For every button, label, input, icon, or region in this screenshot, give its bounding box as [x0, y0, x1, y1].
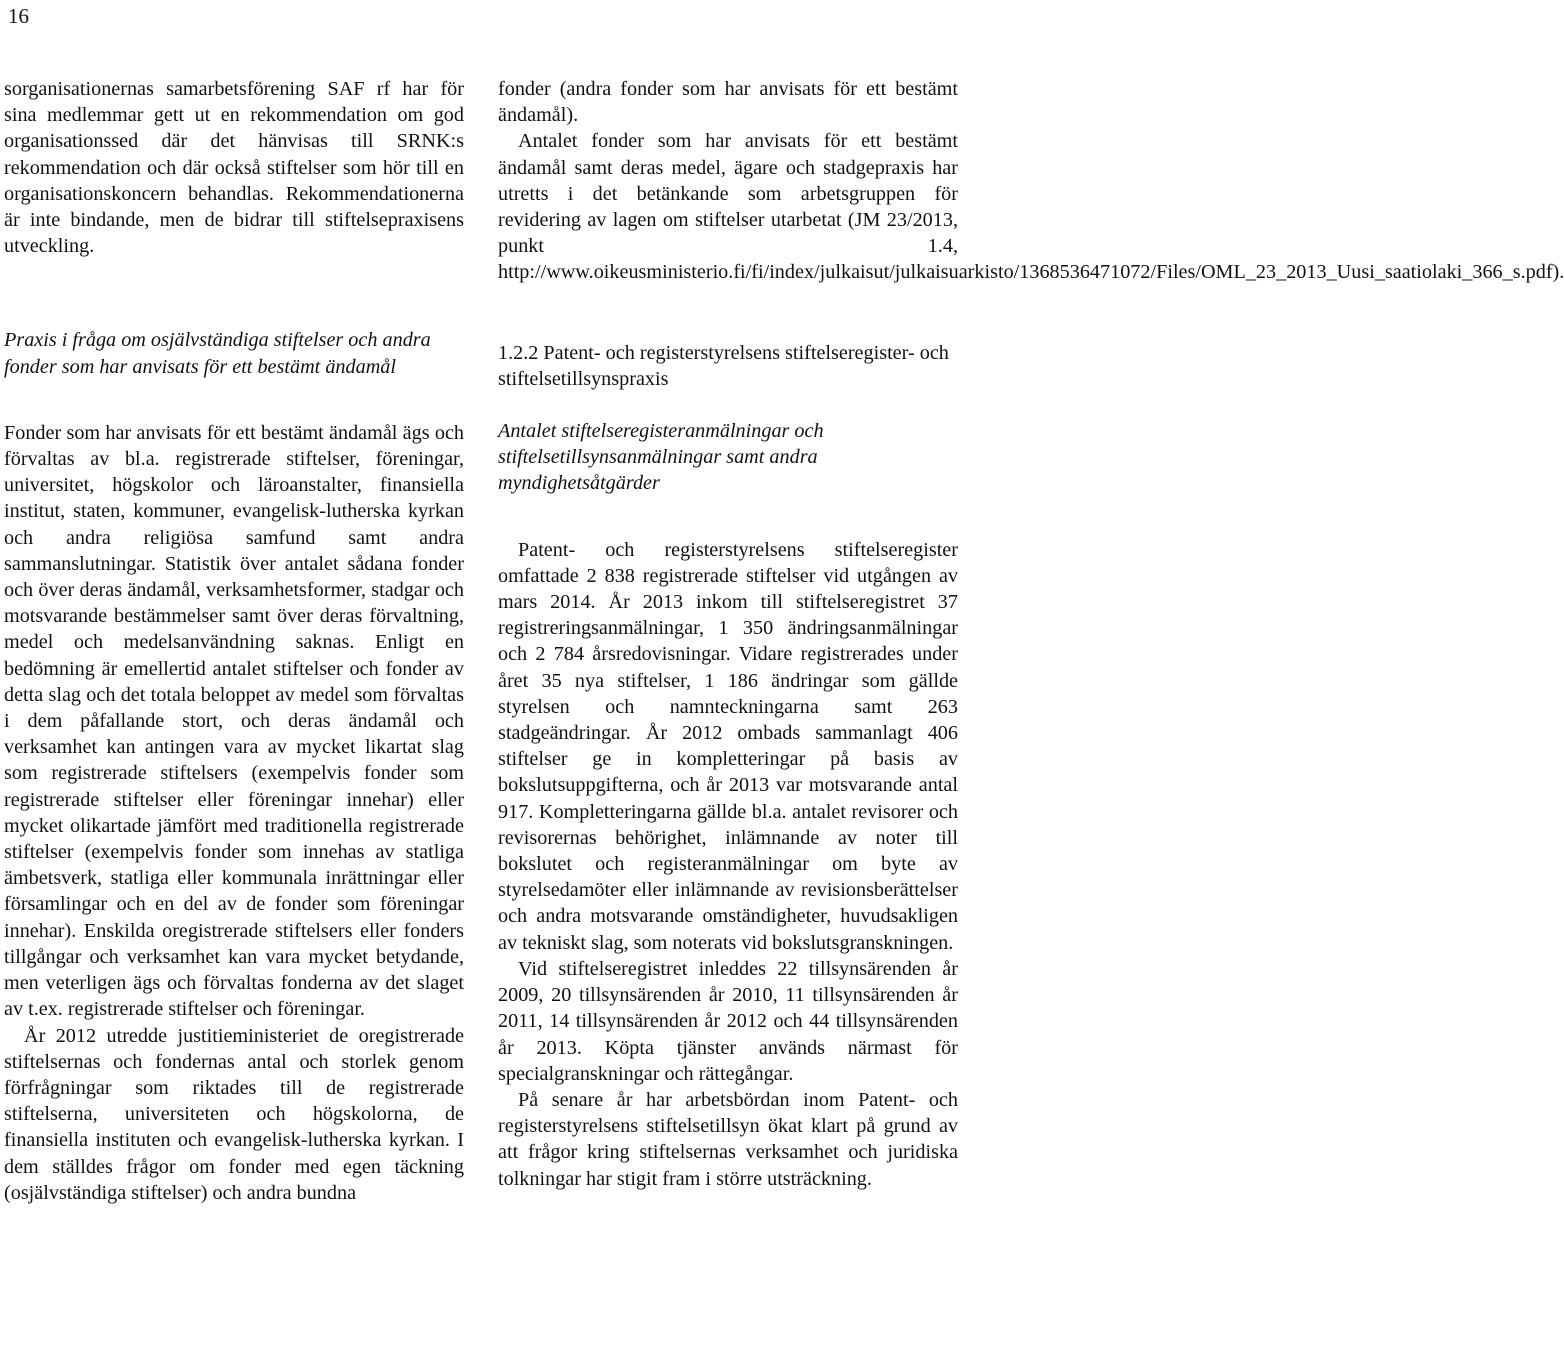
paragraph-left-1: sorganisationernas samarbetsförening SAF rf har för sina medlemmar gett ut en rekommendation om god organisationssed där det hänvisas till SRNK:s rekommendation och där också stiftelser som hör till en organisationskoncern behandlas. Rekommendationerna är inte bindande, men de bidrar till stiftelsepraxisens utveckling.: [4, 78, 464, 258]
right-column: [498, 76, 1564, 1192]
page-number: 16: [8, 4, 29, 28]
paragraph-left-2: Fonder som har anvisats för ett bestämt ändamål ägs och förvaltas av bl.a. registrerade stiftelser, föreningar, universitet, högskolor och läroanstalter, finansiella institut, staten, kommuner, evangelisk-lutherska kyrkan och andra religiösa samfund samt andra sammanslutningar. Statistik över antalet sådana fonder och över deras ändamål, verksamhetsformer, stadgar och motsvarande bestämmelser samt över deras förvaltning, medel och medelsanvändning saknas. Enligt en bedömning är emellertid antalet stiftelser och fonder av detta slag och det totala beloppet av medel som förvaltas i dem påfallande stort, och deras ändamål och verksamhet kan antingen vara av mycket likartat slag som registrerade stiftelsers (exempelvis fonder som registrerade stiftelser eller föreningar innehar) eller mycket olikartade jämfört med traditionella registrerade stiftelser (exempelvis fonder som innehas av statliga ämbetsverk, statliga eller kommunala inrättningar eller församlingar och en del av de fonder som föreningar innehar). Enskilda oregistrerade stiftelsers eller fonders tillgångar och verksamhet kan vara mycket betydande, men veterligen ägs och förvaltas fonderna av det slaget av t.ex. registrerade stiftelser och föreningar.: [4, 421, 464, 1021]
left-column: [4, 76, 464, 1206]
subheading-antalet: Antalet stiftelseregisteranmälningar och stiftelsetillsynsanmälningar samt andra myndighetsåtgärder: [498, 420, 824, 495]
paragraph-left-3: År 2012 utredde justitieministeriet de oregistrerade stiftelsernas och fondernas antal och storlek genom förfrågningar som riktades till de registrerade stiftelserna, universiteten och högskolorna, de finansiella instituten och evangelisk-lutherska kyrkan. I dem ställdes frågor om fonder med egen täckning (osjälvständiga stiftelser) och andra bundna: [4, 1024, 464, 1204]
paragraph-right-4: Vid stiftelseregistret inleddes 22 tillsynsärenden år 2009, 20 tillsynsärenden år 2010, 11 tillsynsärenden år 2011, 14 tillsynsärenden år 2012 och 44 tillsynsärenden år 2013. Köpta tjänster används närmast för specialgranskningar och rättegångar.: [498, 957, 958, 1085]
paragraph-right-5: På senare år har arbetsbördan inom Patent- och registerstyrelsens stiftelsetillsyn ökat klart på grund av att frågor kring stiftelsernas verksamhet och juridiska tolkningar har stigit fram i större utsträckning.: [498, 1088, 958, 1190]
paragraph-right-1: fonder (andra fonder som har anvisats för ett bestämt ändamål).: [498, 78, 958, 127]
subheading-praxis: Praxis i fråga om osjälvständiga stiftelser och andra fonder som har anvisats för ett bestämt ändamål: [4, 329, 431, 378]
paragraph-right-2: Antalet fonder som har anvisats för ett bestämt ändamål samt deras medel, ägare och stadgepraxis har utretts i det betänkande som arbetsgruppen för revidering av lagen om stiftelser utarbetat (JM 23/2013, punkt 1.4, http://www.oikeusministerio.fi/fi/index/julkaisut/julkaisuarkisto/1368536471072/Files/OML_23_2013_Uusi_saatiolaki_366_s.pdf).: [498, 130, 1564, 284]
paragraph-right-3: Patent- och registerstyrelsens stiftelseregister omfattade 2 838 registrerade stiftelser vid utgången av mars 2014. År 2013 inkom till stiftelseregistret 37 registreringsanmälningar, 1 350 ändringsanmälningar och 2 784 årsredovisningar. Vidare registrerades under året 35 nya stiftelser, 1 186 ändringar som gällde styrelsen och namnteckningarna samt 263 stadgeändringar. År 2012 ombads sammanlagt 406 stiftelser ge in kompletteringar på basis av bokslutsuppgifterna, och år 2013 var motsvarande antal 917. Kompletteringarna gällde bl.a. antalet revisorer och revisorernas behörighet, inlämnande av noter till bokslutet och registeranmälningar om byte av styrelsedamöter eller inlämnande av revisionsberättelser och andra motsvarande omständigheter, huvudsakligen av tekniskt slag, som noterats vid bokslutsgranskningen.: [498, 538, 958, 954]
section-heading-1-2-2: 1.2.2 Patent- och registerstyrelsens stiftelseregister- och stiftelsetillsynspraxis: [498, 341, 949, 390]
